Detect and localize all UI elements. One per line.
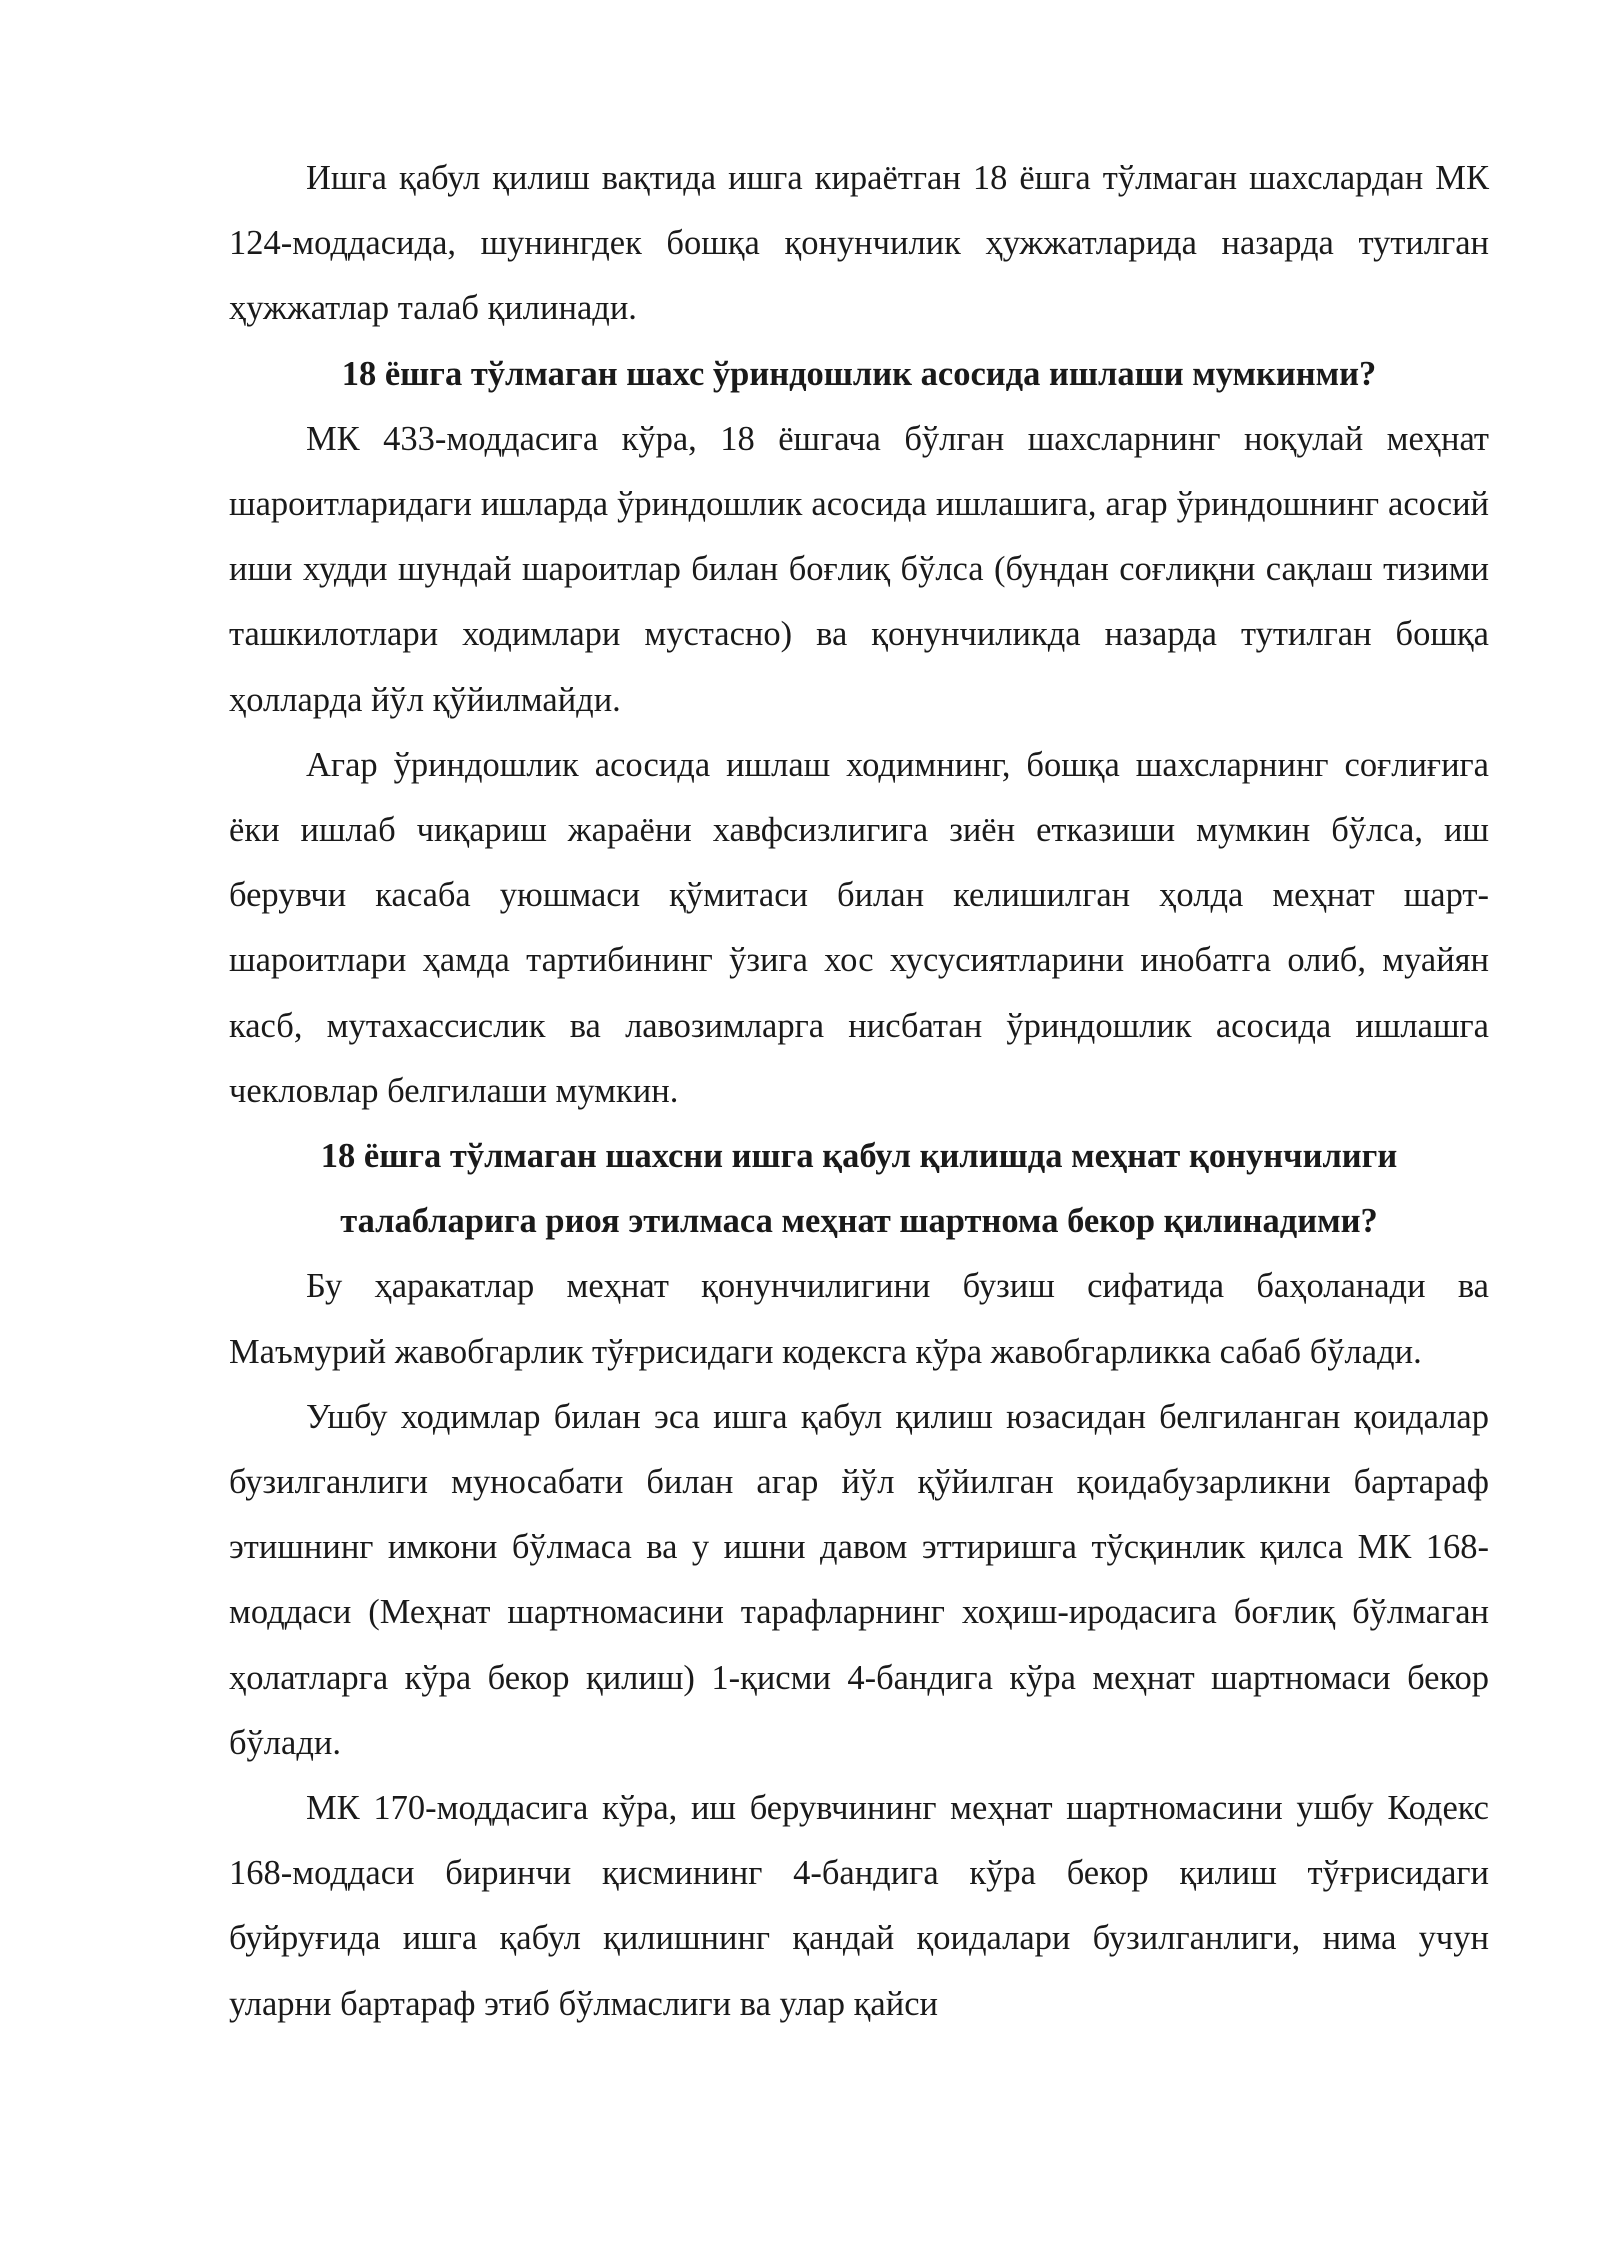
paragraph-article-170: МК 170-моддасига кўра, иш берувчининг меҳнат шартномасини ушбу Кодекс 168-моддаси биринчи қисмининг 4-бандига кўра бекор қилиш тўғрисидаги буйруғида ишга қабул қилишнинг қандай қоидалари бузилганлиги, нима учун уларни бартараф этиб бўлмаслиги ва улар қайси	[229, 1789, 1489, 2023]
paragraph-documents-required: Ишга қабул қилиш вақтида ишга кираётган 18 ёшга тўлмаган шахслардан МК 124-моддасида, шунингдек бошқа қонунчилик ҳужжатларида назарда тутилган ҳужжатлар талаб қилинади.	[229, 159, 1489, 328]
paragraph-article-168: Ушбу ходимлар билан эса ишга қабул қилиш юзасидан белгиланган қоидалар бузилганлиги муносабати билан агар йўл қўйилган қоидабузарликни бартараф этишнинг имкони бўлмаса ва у ишни давом эттиришга тўсқинлик қилса МК 168-моддаси (Меҳнат шартномасини тарафларнинг хоҳиш-иродасига боғлиқ бўлмаган ҳолатларга кўра бекор қилиш) 1-қисми 4-бандига кўра меҳнат шартномаси бекор бўлади.	[229, 1397, 1489, 1762]
paragraph-part-time-restrictions: Агар ўриндошлик асосида ишлаш ходимнинг, бошқа шахсларнинг соғлиғига ёки ишлаб чиқариш жараёни хавфсизлигига зиён етказиши мумкин бўлса, иш берувчи касаба уюшмаси қўмитаси билан келишилган ҳолда меҳнат шарт-шароитлари ҳамда тартибининг ўзига хос хусусиятларини инобатга олиб, муайян касб, мутахассислик ва лавозимларга нисбатан ўриндошлик асосида ишлашга чекловлар белгилаши мумкин.	[229, 745, 1489, 1110]
paragraph-article-433: МК 433-моддасига кўра, 18 ёшгача бўлган шахсларнинг ноқулай меҳнат шароитларидаги ишларда ўриндошлик асосида ишлашига, агар ўриндошнинг асосий иши худди шундай шароитлар билан боғлиқ бўлса (бундан соғлиқни сақлаш тизими ташкилотлари ходимлари мустасно) ва қонунчиликда назарда тутилган бошқа ҳолларда йўл қўйилмайди.	[229, 419, 1489, 719]
paragraph-administrative-liability: Бу ҳаракатлар меҳнат қонунчилигини бузиш сифатида баҳоланади ва Маъмурий жавобгарлик тўғрисидаги кодексга кўра жавобгарликка сабаб бўлади.	[229, 1267, 1489, 1371]
heading-contract-termination: 18 ёшга тўлмаган шахсни ишга қабул қилишда меҳнат қонунчилиги талабларига риоя этилмаса меҳнат шартнома бекор қилинадими?	[320, 1137, 1398, 1241]
document-page	[229, 146, 1489, 2037]
heading-part-time-work: 18 ёшга тўлмаган шахс ўриндошлик асосида ишлаши мумкинми?	[341, 354, 1377, 393]
